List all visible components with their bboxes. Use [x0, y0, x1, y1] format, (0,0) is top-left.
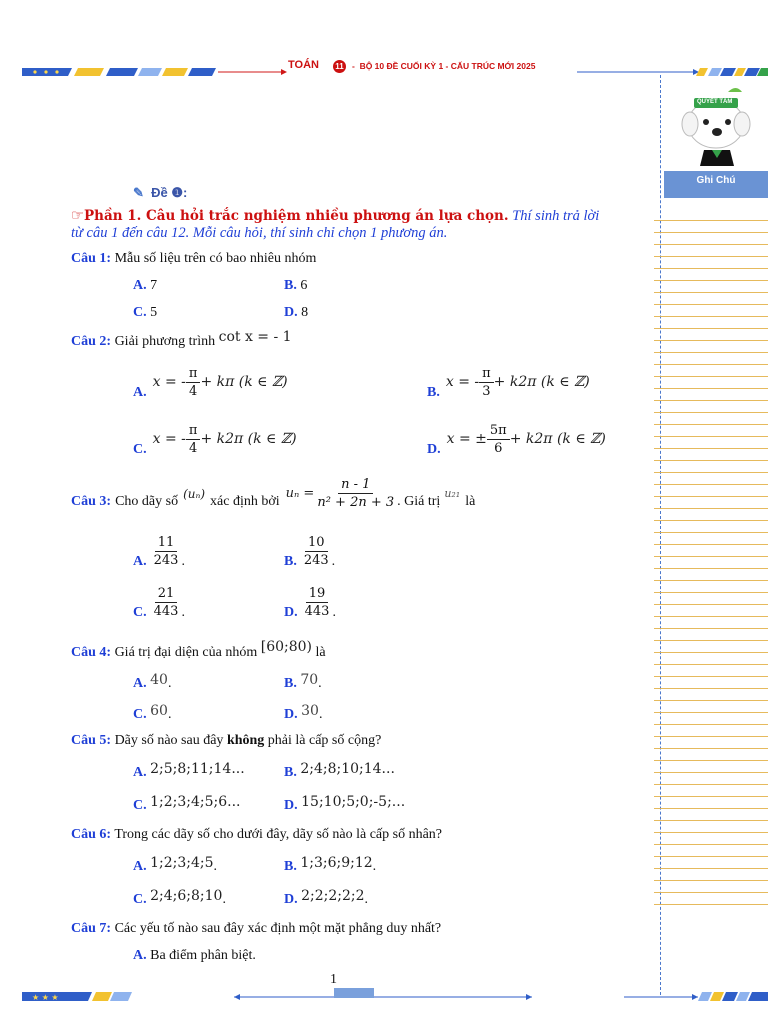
math-post: + k2π (k ∈ ℤ)	[200, 431, 297, 447]
svg-text:★ ★ ★: ★ ★ ★	[32, 993, 59, 1002]
option-c[interactable]	[133, 794, 241, 814]
option-key: D.	[427, 442, 441, 457]
option-c[interactable]: C. 2;4;6;8;10.	[133, 888, 226, 907]
question-label: Câu 5:	[71, 733, 112, 748]
fraction	[479, 365, 494, 400]
hand-pointer-icon: ☞	[71, 208, 84, 224]
question-text: . Giá trị	[397, 493, 441, 509]
fraction	[186, 365, 201, 400]
question-text: Các yếu tố nào sau đây xác định một mặt phẳng duy nhất?	[114, 921, 442, 936]
option-a[interactable]	[133, 948, 256, 964]
option-key: B.	[284, 676, 297, 691]
numerator: π	[186, 422, 201, 440]
option-key: C.	[133, 707, 147, 722]
notes-title: Ghi Chú	[664, 171, 768, 198]
option-key: A.	[133, 948, 147, 963]
question-7	[71, 921, 441, 937]
question-label: Câu 7:	[71, 921, 112, 936]
option-key: B.	[284, 554, 297, 569]
math-pre: x = -	[445, 374, 480, 390]
option-value: 70	[300, 672, 319, 688]
option-key: D.	[284, 892, 298, 907]
math-pre: x = -	[152, 374, 186, 390]
mascot-banner: QUYẾT TÂM	[697, 99, 733, 105]
section-heading	[71, 208, 611, 242]
option-key: A.	[133, 765, 147, 780]
option-key: A.	[133, 554, 147, 569]
numerator: 21	[155, 585, 178, 603]
option-a[interactable]	[133, 278, 157, 294]
option-key: C.	[133, 442, 147, 457]
question-2	[71, 329, 292, 350]
option-value: 7	[150, 278, 158, 293]
option-a[interactable]	[133, 761, 245, 781]
option-b[interactable]	[427, 363, 590, 401]
option-value: 40	[150, 672, 168, 688]
option-value: 1;2;3;4;5;6...	[150, 794, 241, 810]
section-instructions: Thí sinh trả lời từ câu 1 đến câu 12. Mỗi câu hỏi, thí sinh chỉ chọn 1 phương án.	[71, 208, 600, 241]
emphasis: không	[226, 733, 265, 748]
question-label: Câu 4:	[71, 645, 112, 660]
numerator: π	[186, 365, 201, 383]
option-d[interactable]	[427, 420, 606, 458]
option-value: 1;2;3;4;5	[150, 855, 214, 871]
question-text: Trong các dãy số cho dưới đây, dãy số nào là cấp số nhân?	[114, 827, 443, 842]
header-subject: TOÁN	[288, 59, 319, 71]
question-text: Cho dãy số	[115, 493, 179, 509]
math-pre: x = -	[152, 431, 186, 447]
denominator: 443	[153, 603, 179, 619]
option-key: C.	[133, 892, 147, 907]
option-key: B.	[284, 859, 297, 874]
option-value: 6	[300, 278, 308, 293]
section-title: Phần 1. Câu hỏi trắc nghiệm nhiều phương án lựa chọn.	[84, 208, 509, 224]
option-c[interactable]	[133, 420, 297, 458]
formula-fraction	[314, 476, 397, 511]
option-value: Ba điểm phân biệt.	[150, 948, 256, 963]
exam-title	[133, 185, 187, 201]
option-value: 2;5;8;11;14...	[150, 761, 245, 777]
option-value: 15;10;5;0;-5;...	[301, 794, 406, 810]
fraction	[302, 585, 333, 620]
interval: [60;80)	[260, 639, 313, 655]
denominator: n² + 2n + 3	[317, 495, 395, 510]
option-a[interactable]: A. 1;2;3;4;5.	[133, 855, 218, 874]
header-series: - BỘ 10 ĐỀ CUỐI KỲ 1 - CẤU TRÚC MỚI 2025	[352, 61, 536, 71]
denominator: 4	[189, 383, 198, 399]
question-text: là	[465, 493, 476, 509]
math-post: + kπ (k ∈ ℤ)	[200, 374, 288, 390]
option-value: 2;2;2;2;2	[301, 888, 365, 904]
question-text: Mẫu số liệu trên có bao nhiêu nhóm	[114, 251, 317, 266]
question-1	[71, 251, 316, 267]
option-key: A.	[133, 859, 147, 874]
option-key: A.	[133, 278, 147, 293]
option-key: D.	[284, 305, 298, 320]
option-key: D.	[284, 605, 298, 620]
question-label: Câu 1:	[71, 251, 112, 266]
option-c[interactable]	[133, 305, 157, 321]
notes-lines	[654, 209, 768, 909]
denominator: 443	[304, 603, 330, 619]
denominator: 6	[494, 440, 503, 456]
exam-title-text: Đề ❶:	[151, 185, 188, 200]
header-right-stripes	[660, 64, 768, 80]
option-value: 8	[301, 305, 309, 320]
option-c[interactable]: C. $\frac{21}{443}$ .	[133, 585, 185, 620]
numerator: 19	[306, 585, 329, 603]
option-d[interactable]: D. 30.	[284, 703, 323, 722]
header-series-text: BỘ 10 ĐỀ CUỐI KỲ 1 - CẤU TRÚC MỚI 2025	[359, 61, 536, 71]
option-b[interactable]: B. $\frac{10}{243}$ .	[284, 534, 336, 569]
page-number: 1	[330, 972, 337, 987]
denominator: 4	[189, 440, 198, 456]
question-text: xác định bởi	[210, 493, 280, 509]
option-value: 1;3;6;9;12	[300, 855, 373, 871]
denominator: 243	[153, 552, 179, 568]
option-b[interactable]	[284, 761, 395, 781]
footer-decoration	[22, 988, 768, 1006]
option-value: 2;4;6;8;10	[150, 888, 223, 904]
option-b[interactable]	[284, 278, 307, 294]
pencil-icon: ✎	[133, 185, 144, 200]
option-a[interactable]: A. 40.	[133, 672, 172, 691]
term-symbol: u₂₁	[444, 487, 461, 500]
math-post: + k2π (k ∈ ℤ)	[493, 374, 590, 390]
question-6	[71, 827, 442, 843]
option-a[interactable]	[133, 363, 288, 401]
numerator: 10	[305, 534, 328, 552]
option-key: A.	[133, 385, 147, 400]
denominator: 3	[482, 383, 491, 399]
question-text: Giải phương trình	[114, 334, 216, 349]
question-text: Giá trị đại diện của nhóm	[114, 645, 258, 660]
option-d[interactable]	[284, 794, 406, 814]
option-value: 30	[301, 703, 319, 719]
option-value: 5	[150, 305, 158, 320]
equation: cot x = - 1	[218, 329, 292, 345]
question-text: là	[315, 645, 326, 660]
option-key: B.	[427, 385, 440, 400]
option-d[interactable]	[284, 305, 308, 321]
question-label: Câu 6:	[71, 827, 112, 842]
fraction	[151, 585, 182, 620]
denominator: 243	[303, 552, 329, 568]
numerator: 5π	[487, 422, 510, 440]
option-b[interactable]: B. 70.	[284, 672, 322, 691]
grade-badge: 11	[333, 60, 346, 73]
option-a[interactable]: A. $\frac{11}{243}$ .	[133, 534, 185, 569]
option-value: 2;4;8;10;14...	[300, 761, 395, 777]
question-label: Câu 2:	[71, 334, 112, 349]
math-post: + k2π (k ∈ ℤ)	[509, 431, 606, 447]
option-key: A.	[133, 676, 147, 691]
option-key: B.	[284, 765, 297, 780]
option-key: C.	[133, 305, 147, 320]
question-4	[71, 639, 326, 661]
option-d[interactable]: D. 2;2;2;2;2.	[284, 888, 369, 907]
option-key: C.	[133, 605, 147, 620]
option-key: D.	[284, 798, 298, 813]
numerator: n - 1	[338, 476, 373, 494]
sequence-symbol: (uₙ)	[183, 486, 206, 501]
option-value: 60	[150, 703, 168, 719]
question-text: phải là cấp số cộng?	[267, 733, 382, 748]
question-label: Câu 3:	[71, 493, 112, 509]
formula-lhs: uₙ =	[285, 486, 315, 501]
option-key: C.	[133, 798, 147, 813]
option-c[interactable]: C. 60.	[133, 703, 172, 722]
option-b[interactable]: B. 1;3;6;9;12.	[284, 855, 377, 874]
question-5	[71, 733, 381, 749]
question-text: Dãy số nào sau đây	[114, 733, 224, 748]
numerator: π	[479, 365, 494, 383]
fraction	[487, 422, 510, 457]
option-d[interactable]: D. $\frac{19}{443}$ .	[284, 585, 336, 620]
option-key: D.	[284, 707, 298, 722]
numerator: 11	[155, 534, 178, 552]
fraction	[186, 422, 201, 457]
question-3	[71, 476, 475, 511]
fraction	[301, 534, 332, 569]
math-pre: x = ±	[446, 431, 487, 447]
option-key: B.	[284, 278, 297, 293]
fraction	[151, 534, 182, 569]
